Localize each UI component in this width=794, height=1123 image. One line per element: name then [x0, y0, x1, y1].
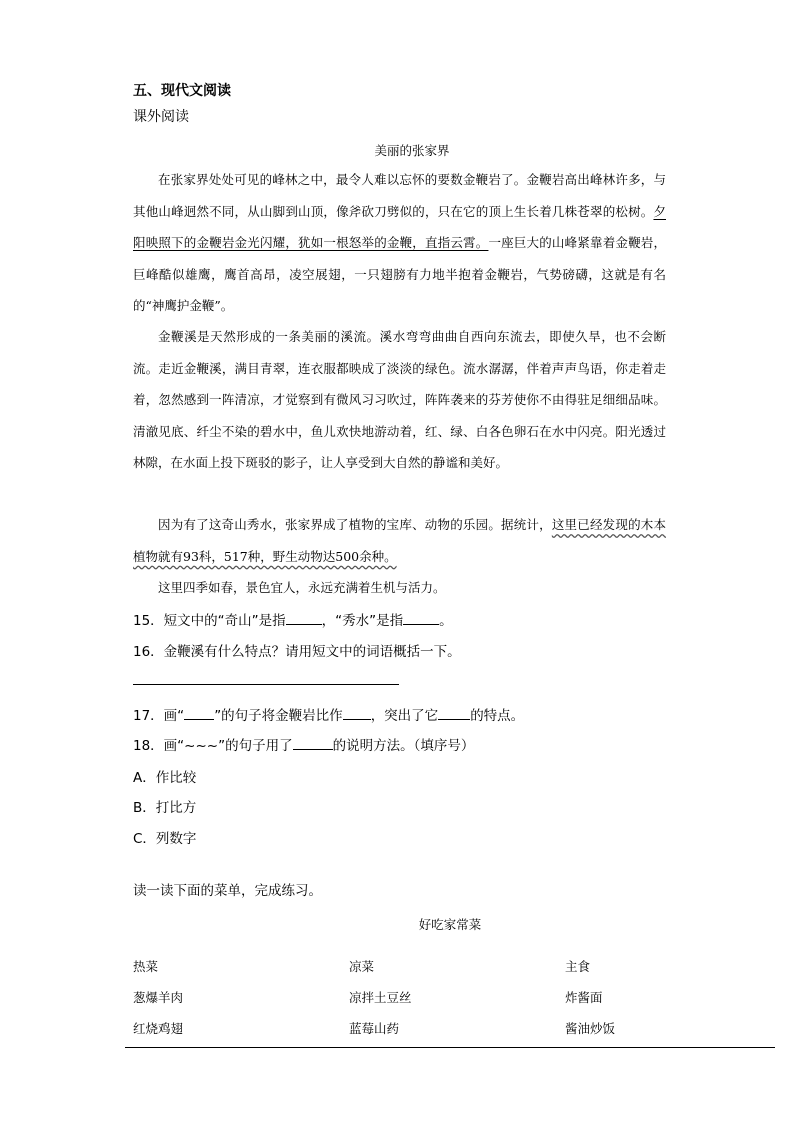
menu-item: 炸酱面	[565, 990, 603, 1005]
article-paragraph-1	[133, 164, 666, 322]
paragraph-1-part-b: 一座巨大的山峰紧靠着金鞭岩，巨峰酷似雄鹰，鹰首高昂，凌空展翅，一只翅膀有力地半抱着金鞭岩，气势磅礴，这就是有名的“神鹰护金鞭”。	[133, 235, 666, 313]
question-15: 15．短文中的“奇山”是指 ，“秀水”是指 。	[133, 613, 453, 629]
article-paragraph-4: 这里四季如春，景色宜人，永远充满着生机与活力。	[158, 580, 446, 595]
wavy-underlined-sentence: 这里已经发现的木本植物就有93科，517种，野生动物达500余种。	[133, 517, 666, 564]
answer-blank[interactable]	[403, 611, 439, 625]
menu-item: 红烧鸡翅	[133, 1021, 184, 1036]
menu-item: 凉拌土豆丝	[349, 990, 412, 1005]
option-b[interactable]: B．打比方	[133, 800, 197, 816]
bottom-rule	[125, 1047, 775, 1048]
answer-blank[interactable]	[343, 706, 371, 720]
option-c[interactable]: C．列数字	[133, 831, 197, 847]
menu-title: 好吃家常菜	[418, 917, 482, 932]
menu-header-hot: 热菜	[133, 959, 159, 974]
question-16: 16．金鞭溪有什么特点？请用短文中的词语概括一下。	[133, 644, 461, 660]
section-heading: 五、现代文阅读	[133, 83, 231, 99]
solid-underlined-sentence: 夕阳映照下的金鞭岩金光闪耀，犹如一根怒举的金鞭，直指云霄。	[133, 203, 666, 250]
article-title: 美丽的张家界	[374, 143, 450, 158]
menu-item: 酱油炒饭	[565, 1021, 616, 1036]
menu-header-cold: 凉菜	[349, 959, 375, 974]
paragraph-1-part-a: 在张家界处处可见的峰林之中，最令人难以忘怀的要数金鞭岩了。金鞭岩高出峰林许多，与其他山峰迥然不同，从山脚到山顶，像斧砍刀劈似的，只在它的顶上生长着几株苍翠的松树。	[133, 172, 666, 219]
article-paragraph-2: 金鞭溪是天然形成的一条美丽的溪流。溪水弯弯曲曲自西向东流去，即使久旱，也不会断流。走近金鞭溪，满目青翠，连衣服都映成了淡淡的绿色。流水潺潺，伴着声声鸟语，你走着走着，忽然感到一阵清凉，才觉察到有微风习习吹过，阵阵袭来的芬芳使你不由得驻足细细品味。清澈见底、纤尘不染的碧水中，鱼儿欢快地游动着，红、绿、白各色卵石在水中闪亮。阳光透过林隙，在水面上投下斑驳的影子，让人享受到大自然的静谧和美好。	[133, 329, 666, 470]
answer-blank[interactable]	[438, 706, 470, 720]
menu-instruction: 读一读下面的菜单，完成练习。	[133, 883, 322, 899]
paragraph-3-part-a: 因为有了这奇山秀水，张家界成了植物的宝库、动物的乐园。据统计，	[158, 517, 552, 532]
option-a[interactable]: A．作比较	[133, 770, 197, 786]
answer-blank[interactable]	[184, 706, 214, 720]
menu-header-staple: 主食	[565, 959, 591, 974]
answer-blank[interactable]	[286, 611, 322, 625]
answer-blank[interactable]	[293, 736, 333, 750]
question-17: 17．画“ ”的句子将金鞭岩比作 ，突出了它 的特点。	[133, 708, 525, 724]
article-paragraph-3	[133, 509, 666, 572]
answer-line[interactable]	[133, 684, 399, 685]
question-18: 18．画“~~~”的句子用了 的说明方法。（填序号）	[133, 738, 475, 754]
menu-item: 葱爆羊肉	[133, 990, 184, 1005]
section-subheading: 课外阅读	[133, 109, 189, 125]
menu-item: 蓝莓山药	[349, 1021, 400, 1036]
